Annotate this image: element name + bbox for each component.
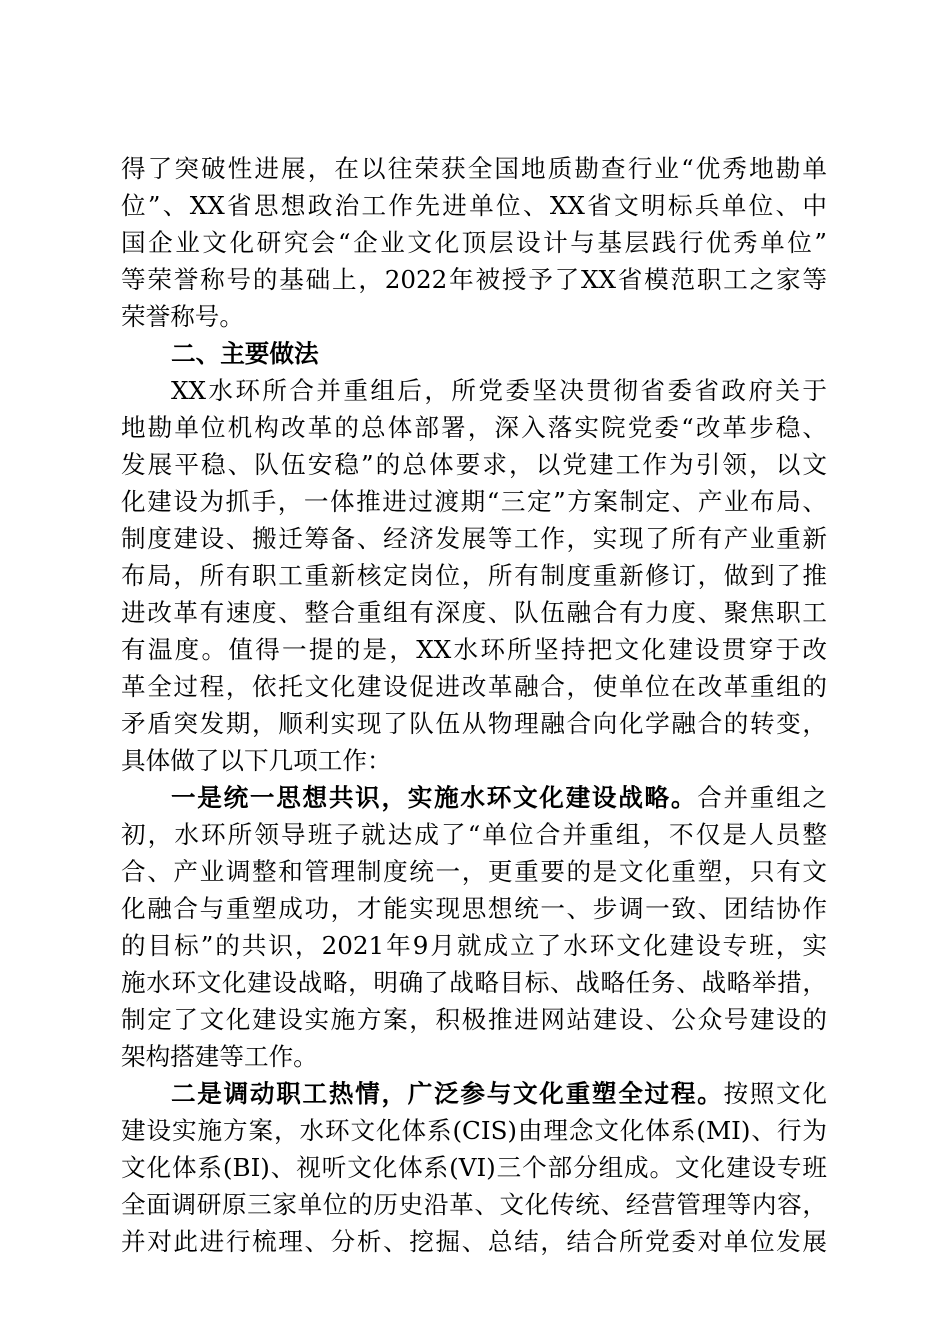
text-line: 得了突破性进展，在以往荣获全国地质勘查行业“优秀地勘单: [121, 154, 827, 183]
text-line: [121, 779, 827, 816]
text-line: 国企业文化研究会“企业文化顶层设计与基层践行优秀单位”: [121, 228, 827, 257]
text-line: [121, 1075, 827, 1112]
bold-lead-text: 一是统一思想共识，实施水环文化建设战略。: [171, 783, 698, 812]
text-line: 矛盾突发期，顺利实现了队伍从物理融合向化学融合的转变，: [121, 709, 827, 738]
text-line: 布局，所有职工重新核定岗位，所有制度重新修订，做到了推: [121, 561, 827, 590]
text-line: 制度建设、搬迁筹备、经济发展等工作，实现了所有产业重新: [121, 524, 827, 553]
text-line: 革全过程，依托文化建设促进改革融合，使单位在改革重组的: [121, 672, 827, 701]
paragraph-mobilize-staff: [121, 1075, 827, 1260]
text-line: 等荣誉称号的基础上，2022年被授予了XX省模范职工之家等: [121, 265, 827, 294]
text-line: 并对此进行梳理、分析、挖掘、总结，结合所党委对单位发展: [121, 1227, 827, 1256]
lead-rest-text: 按照文化: [723, 1079, 827, 1108]
text-line: 初，水环所领导班子就达成了“单位合并重组，不仅是人员整: [121, 820, 827, 849]
bold-lead-text: 二是调动职工热情，广泛参与文化重塑全过程。: [171, 1079, 724, 1108]
text-line: 合、产业调整和管理制度统一，更重要的是文化重塑，只有文: [121, 857, 827, 886]
text-line: 文化体系(BI)、视听文化体系(VI)三个部分组成。文化建设专班: [121, 1153, 827, 1182]
paragraph-achievements: [121, 150, 827, 335]
text-line: 的目标”的共识，2021年9月就成立了水环文化建设专班，实: [121, 931, 827, 960]
section-heading: 二、主要做法: [171, 339, 319, 368]
text-line: 荣誉称号。: [121, 302, 244, 331]
document-body: [121, 150, 827, 1260]
paragraph-main-practices: [121, 372, 827, 779]
text-line: 建设实施方案，水环文化体系(CIS)由理念文化体系(MI)、行为: [121, 1116, 827, 1145]
lead-rest-text: 合并重组之: [697, 783, 827, 812]
text-line: 制定了文化建设实施方案，积极推进网站建设、公众号建设的: [121, 1005, 827, 1034]
text-line: 有温度。值得一提的是，XX水环所坚持把文化建设贯穿于改: [121, 635, 827, 664]
text-line: XX水环所合并重组后，所党委坚决贯彻省委省政府关于: [171, 376, 827, 405]
text-line: 进改革有速度、整合重组有深度、队伍融合有力度、聚焦职工: [121, 598, 827, 627]
text-line: 施水环文化建设战略，明确了战略目标、战略任务、战略举措，: [121, 968, 827, 997]
text-line: 全面调研原三家单位的历史沿革、文化传统、经营管理等内容，: [121, 1190, 827, 1219]
text-line: 架构搭建等工作。: [121, 1042, 318, 1071]
text-line: 位”、XX省思想政治工作先进单位、XX省文明标兵单位、中: [121, 191, 827, 220]
text-line: 化建设为抓手，一体推进过渡期“三定”方案制定、产业布局、: [121, 487, 827, 516]
text-line: 化融合与重塑成功，才能实现思想统一、步调一致、团结协作: [121, 894, 827, 923]
text-line: 地勘单位机构改革的总体部署，深入落实院党委“改革步稳、: [121, 413, 827, 442]
text-line: 发展平稳、队伍安稳”的总体要求，以党建工作为引领，以文: [121, 450, 827, 479]
text-line: 具体做了以下几项工作：: [121, 746, 392, 775]
paragraph-unify-thinking: [121, 779, 827, 1075]
